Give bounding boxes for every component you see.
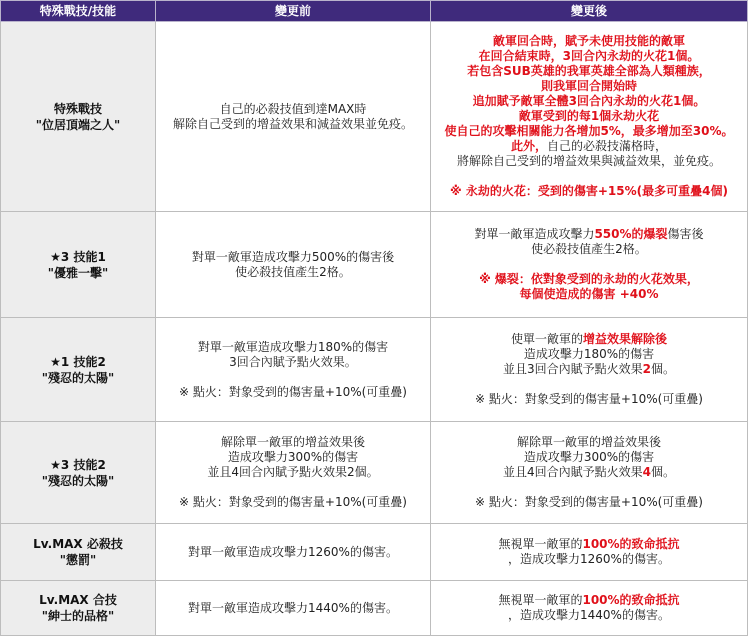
- before-text-line: 對單一敵軍造成攻擊力180%的傷害: [197, 339, 389, 354]
- after-text-line: 使自己的攻擊相關能力各增加5%，最多增加至30%。: [444, 124, 734, 138]
- before-note: ※ 點火：對象受到的傷害量+10%(可重疊): [179, 384, 407, 399]
- after-text: 使單一敵軍的: [510, 332, 583, 346]
- skill-title: "懲罰": [59, 553, 97, 567]
- table-row: [1, 581, 748, 636]
- after-highlight: 增益效果解除後: [583, 332, 668, 346]
- before-note: ※ 點火：對象受到的傷害量+10%(可重疊): [179, 495, 407, 509]
- table-row: [1, 524, 748, 581]
- after-text: 傷害後: [667, 227, 704, 241]
- after-text-line: [435, 139, 743, 154]
- after-note: 每個使造成的傷害 +40%: [519, 287, 659, 301]
- after-cell: [431, 318, 748, 422]
- skill-title: "殘忍的太陽": [41, 473, 115, 488]
- after-text: 無視單一敵軍的: [498, 537, 583, 551]
- after-text-line: 敵軍回合時，賦予未使用技能的敵軍: [492, 34, 685, 48]
- after-highlight: 550%的爆裂: [594, 227, 668, 241]
- table-row: [1, 212, 748, 318]
- after-text-line: 若包含SUB英雄的我軍英雄全部為人類種族，: [467, 64, 711, 78]
- skill-name-cell: [1, 524, 156, 581]
- after-text: 個。: [650, 465, 675, 479]
- after-text: 個。: [650, 362, 675, 376]
- after-text-line: 將解除自己受到的增益效果與減益效果，並免疫。: [456, 154, 721, 168]
- after-text-line: ，造成攻擊力1260%的傷害。: [508, 552, 670, 566]
- before-text-line: 對單一敵軍造成攻擊力500%的傷害後: [191, 249, 395, 264]
- skill-type: ★1 技能2: [50, 354, 106, 369]
- after-note: ※ 點火：對象受到的傷害量+10%(可重疊): [475, 495, 703, 509]
- before-text-line: 3回合內賦予點火效果。: [229, 354, 357, 369]
- before-text-line: 對單一敵軍造成攻擊力1440%的傷害。: [188, 600, 398, 615]
- after-text: 自己的必殺技滿格時，: [547, 139, 668, 153]
- before-cell: [156, 422, 431, 524]
- after-text-line: [435, 362, 743, 377]
- after-text: 並且4回合內賦予點火效果: [502, 465, 643, 479]
- skill-type: 特殊戰技: [53, 101, 102, 116]
- after-cell: [431, 422, 748, 524]
- skill-name-cell: [1, 212, 156, 318]
- after-text-line: 在回合結束時，3回合內永劫的火花1個。: [478, 49, 700, 63]
- after-note: ※ 點火：對象受到的傷害量+10%(可重疊): [475, 392, 703, 406]
- skill-title: "位居頂端之人": [35, 117, 121, 132]
- skill-type: Lv.MAX 合技: [39, 593, 117, 607]
- after-text-line: 造成攻擊力180%的傷害: [523, 347, 655, 361]
- header-after: 變更後: [431, 1, 748, 22]
- table-row: [1, 318, 748, 422]
- after-cell: [431, 524, 748, 581]
- after-highlight: 100%的致命抵抗: [582, 593, 680, 607]
- after-text-line: [435, 465, 743, 480]
- skill-name-cell: [1, 581, 156, 636]
- skill-title: "優雅一擊": [47, 265, 109, 280]
- before-text-line: 解除單一敵軍的增益效果後: [220, 435, 365, 449]
- skill-type: Lv.MAX 必殺技: [33, 537, 123, 551]
- after-text-line: [435, 332, 743, 347]
- after-text-line: ，造成攻擊力1440%的傷害。: [508, 608, 670, 622]
- after-text: 對單一敵軍造成攻擊力: [474, 227, 595, 241]
- before-text-line: 造成攻擊力300%的傷害: [227, 450, 359, 464]
- after-text-line: 使必殺技值產生2格。: [531, 242, 647, 256]
- after-highlight: 2: [642, 362, 651, 376]
- skill-type: ★3 技能2: [50, 457, 106, 472]
- before-text-line: 解除自己受到的增益效果和減益效果並免疫。: [172, 116, 413, 131]
- after-text-line: 則我軍回合開始時: [540, 79, 637, 93]
- before-text-line: 對單一敵軍造成攻擊力1260%的傷害。: [188, 544, 398, 559]
- skill-name-cell: [1, 422, 156, 524]
- after-note: ※ 爆裂：依對象受到的永劫的火花效果，: [479, 272, 699, 286]
- after-text: 並且3回合內賦予點火效果: [502, 362, 643, 376]
- after-text-line: [435, 537, 743, 552]
- before-cell: [156, 524, 431, 581]
- after-text-line: [435, 227, 743, 242]
- after-highlight: 100%的致命抵抗: [582, 537, 680, 551]
- header-row: [1, 1, 748, 22]
- after-text-line: 追加賦予敵軍全體3回合內永劫的火花1個。: [472, 94, 706, 108]
- after-cell: [431, 581, 748, 636]
- skill-name-cell: [1, 22, 156, 212]
- after-text-line: 敵軍受到的每1個永劫火花: [518, 109, 660, 123]
- after-cell: [431, 212, 748, 318]
- before-text-line: 自己的必殺技值到達MAX時: [219, 101, 367, 116]
- skill-title: "紳士的品格": [41, 609, 115, 623]
- after-text-line: [435, 593, 743, 608]
- skill-name-cell: [1, 318, 156, 422]
- before-cell: [156, 212, 431, 318]
- after-highlight: 此外，: [510, 139, 547, 153]
- before-cell: [156, 22, 431, 212]
- before-cell: [156, 318, 431, 422]
- after-text-line: 解除單一敵軍的增益效果後: [516, 435, 661, 449]
- before-text-line: 使必殺技值產生2格。: [235, 264, 351, 279]
- after-cell: [431, 22, 748, 212]
- before-cell: [156, 581, 431, 636]
- after-text: 無視單一敵軍的: [498, 593, 583, 607]
- skill-title: "殘忍的太陽": [41, 370, 115, 385]
- header-skill-name: 特殊戰技/技能: [1, 1, 156, 22]
- after-text-line: 造成攻擊力300%的傷害: [523, 450, 655, 464]
- after-highlight: 4: [642, 465, 651, 479]
- table-row: [1, 22, 748, 212]
- skill-type: ★3 技能1: [50, 249, 106, 264]
- table-row: [1, 422, 748, 524]
- before-text-line: 並且4回合內賦予點火效果2個。: [207, 465, 379, 479]
- after-note: ※ 永劫的火花：受到的傷害+15%(最多可重疊4個): [450, 184, 728, 198]
- header-before: 變更前: [156, 1, 431, 22]
